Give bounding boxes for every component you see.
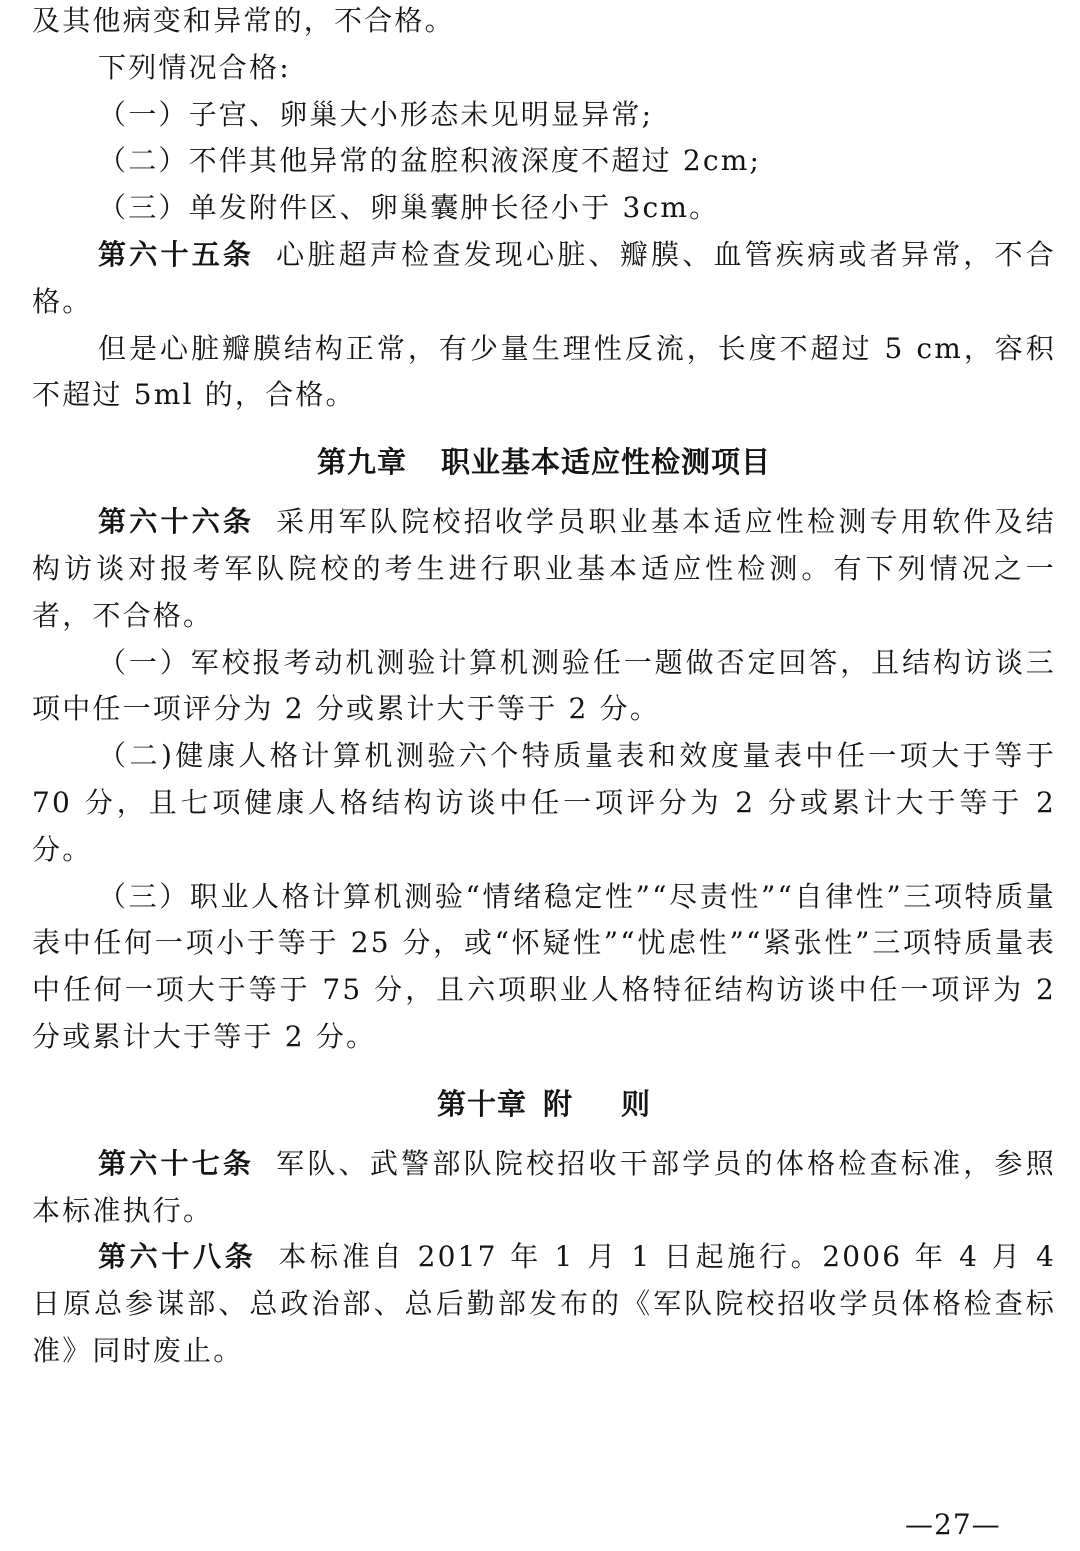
list-item: （一）军校报考动机测验计算机测验任一题做否定回答，且结构访谈三项中任一项评分为 2 分或累计大于等于 2 分。 <box>32 645 1056 726</box>
chapter-heading-9 <box>32 439 1056 485</box>
chapter-number: 第十章 <box>436 1086 527 1121</box>
article-label: 第六十八条 <box>98 1240 257 1274</box>
paragraph: 下列情况合格: <box>98 50 291 84</box>
paragraph: 及其他病变和异常的，不合格。 <box>32 4 455 37</box>
chapter-title-b: 则 <box>621 1086 652 1121</box>
paragraph: 但是心脏瓣膜结构正常，有少量生理性反流，长度不超过 5 cm，容积不超过 5ml 的，合格。 <box>32 331 1056 412</box>
article-text: 采用军队院校招收学员职业基本适应性检测专用软件及结构访谈对报考军队院校的考生进行职业基本适应性检测。有下列情况之一者，不合格。 <box>32 505 1056 632</box>
article-65 <box>32 232 1056 326</box>
chapter-number: 第九章 <box>316 445 407 480</box>
document-page <box>32 0 1056 1375</box>
article-text: 心脏超声检查发现心脏、瓣膜、血管疾病或者异常，不合格。 <box>32 237 1056 318</box>
article-label: 第六十五条 <box>98 237 255 271</box>
article-67 <box>32 1141 1056 1235</box>
list-item: （三）职业人格计算机测验“情绪稳定性”“尽责性”“自律性”三项特质量表中任何一项小于等于 25 分，或“怀疑性”“忧虑性”“紧张性”三项特质量表中任何一项大于等于 75 分，且六项职业人格特征结构访谈中任一项评为 2 分或累计大于等于 2 分。 <box>32 879 1056 1053</box>
article-66 <box>32 499 1056 639</box>
article-text: 军队、武警部队院校招收干部学员的体格检查标准，参照本标准执行。 <box>32 1146 1056 1227</box>
list-item: （二)健康人格计算机测验六个特质量表和效度量表中任一项大于等于 70 分，且七项健康人格结构访谈中任一项评分为 2 分或累计大于等于 2 分。 <box>32 739 1056 866</box>
chapter-title-a: 附 <box>542 1086 573 1121</box>
list-item: （三）单发附件区、卵巢囊肿长径小于 3cm。 <box>98 191 720 225</box>
chapter-heading-10 <box>32 1081 1056 1127</box>
chapter-title: 职业基本适应性检测项目 <box>441 445 772 480</box>
list-item: （二）不伴其他异常的盆腔积液深度不超过 2cm; <box>98 144 762 178</box>
list-item: （一）子宫、卵巢大小形态未见明显异常; <box>98 97 654 131</box>
page-number: —27— <box>905 1508 1001 1541</box>
article-68 <box>32 1234 1056 1374</box>
article-label: 第六十七条 <box>98 1146 255 1180</box>
article-label: 第六十六条 <box>98 505 255 539</box>
article-text: 本标准自 2017 年 1 月 1 日起施行。2006 年 4 月 4 日原总参谋部、总政治部、总后勤部发布的《军队院校招收学员体格检查标准》同时废止。 <box>32 1240 1056 1367</box>
